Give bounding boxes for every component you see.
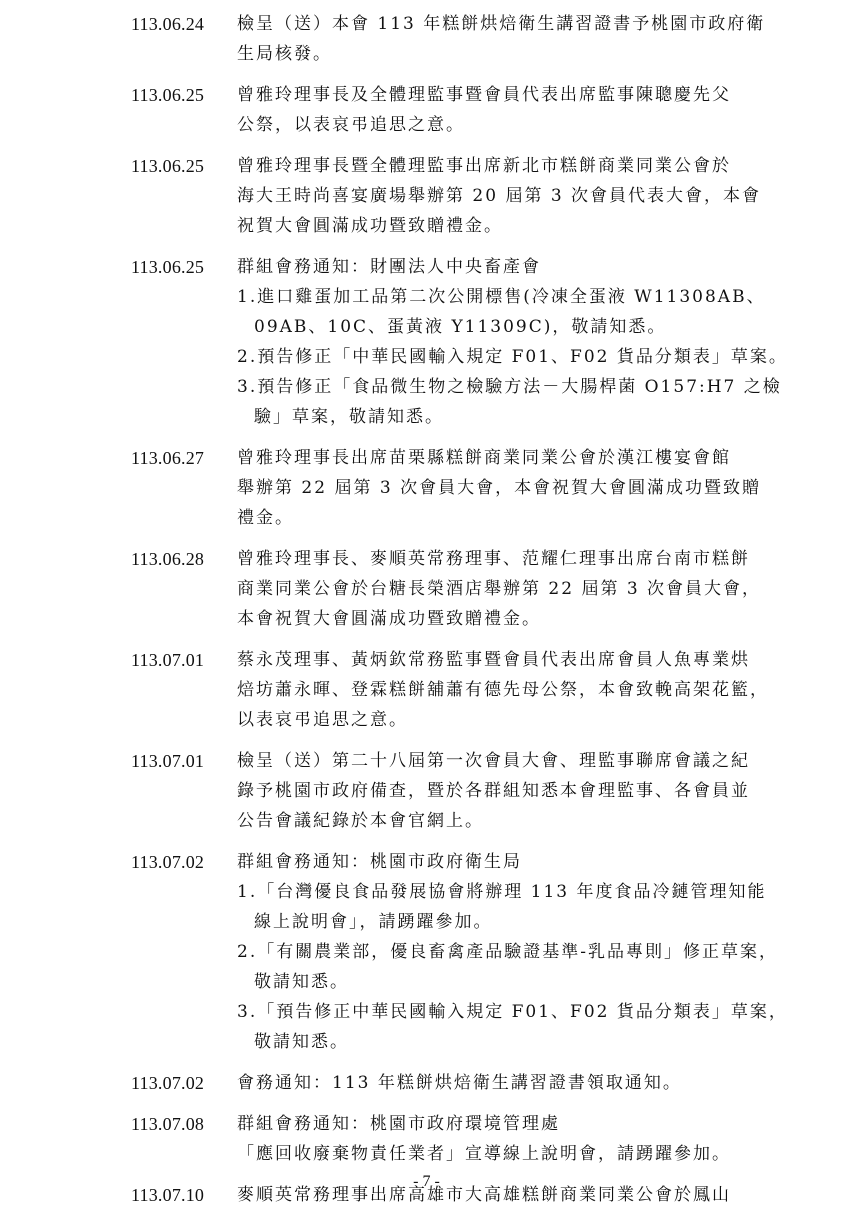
numbered-item-line: 驗」草案，敬請知悉。 [254,407,444,427]
entry-date: 113.06.25 [131,156,205,176]
entry-text-line: 會務通知：113 年糕餅烘焙衛生講習證書領取通知。 [237,1073,682,1093]
entry-text-line: 本會祝賀大會圓滿成功暨致贈禮金。 [237,609,541,629]
log-entry [131,443,821,533]
entry-text-line: 曾雅玲理事長出席苗栗縣糕餅商業同業公會於漢江樓宴會館 [237,448,731,468]
numbered-item-line: 2.「有關農業部，優良畜禽產品驗證基準-乳品專則」修正草案， [237,942,778,962]
numbered-item-line: 1.進口雞蛋加工品第二次公開標售(冷凍全蛋液 W11308AB、 [237,287,766,307]
entry-content [237,847,821,1057]
log-entry [131,151,821,241]
numbered-item [237,877,821,937]
numbered-item-line: 敬請知悉。 [254,972,349,992]
entry-date: 113.07.10 [131,1185,205,1205]
entry-text-line: 以表哀弔追思之意。 [237,710,408,730]
page-number: - 7 - [413,1173,440,1190]
entry-text-line: 蔡永茂理事、黃炳欽常務監事暨會員代表出席會員人魚專業烘 [237,650,750,670]
entry-text-line: 檢呈（送）本會 113 年糕餅烘焙衛生講習證書予桃園市政府衛 [237,14,766,34]
entry-text-line: 群組會務通知：財團法人中央畜產會 [237,257,541,277]
entry-content [237,80,821,140]
entry-date: 113.07.02 [131,852,205,872]
entry-text-line: 麥順英常務理事出席高雄市大高雄糕餅商業同業公會於鳳山 [237,1185,731,1205]
entry-date: 113.07.01 [131,751,205,771]
numbered-item-line: 2.預告修正「中華民國輸入規定 F01、F02 貨品分類表」草案。 [237,347,788,367]
numbered-item [237,372,821,432]
entry-content [237,746,821,836]
entry-text-line: 焙坊蕭永暉、登霖糕餅舖蕭有德先母公祭，本會致輓高架花籃， [237,680,769,700]
entry-date: 113.06.24 [131,14,205,34]
log-entry [131,847,821,1057]
entry-content [237,9,821,69]
log-entry [131,252,821,432]
log-entry [131,544,821,634]
entry-text-line: 群組會務通知：桃園市政府環境管理處 [237,1114,560,1134]
entry-date: 113.07.01 [131,650,205,670]
entry-text-line: 檢呈（送）第二十八屆第一次會員大會、理監事聯席會議之紀 [237,751,750,771]
numbered-item-line: 3.預告修正「食品微生物之檢驗方法－大腸桿菌 O157:H7 之檢 [237,377,782,397]
entry-content [237,544,821,634]
log-entry [131,1109,821,1169]
entry-text-line: 祝賀大會圓滿成功暨致贈禮金。 [237,216,503,236]
entry-date: 113.06.25 [131,85,205,105]
entry-text-line: 曾雅玲理事長暨全體理監事出席新北市糕餅商業同業公會於 [237,156,731,176]
chronicle-entries [131,9,821,1221]
entry-text-line: 公告會議紀錄於本會官網上。 [237,811,484,831]
entry-text-line: 曾雅玲理事長及全體理監事暨會員代表出席監事陳聰慶先父 [237,85,731,105]
entry-content [237,252,821,432]
numbered-item [237,342,821,372]
entry-text-line: 公祭，以表哀弔追思之意。 [237,115,465,135]
entry-content [237,1109,821,1169]
entry-subheading: 「應回收廢棄物責任業者」宣導線上說明會，請踴躍參加。 [237,1144,731,1164]
numbered-item [237,997,821,1057]
numbered-item [237,282,821,342]
log-entry [131,746,821,836]
entry-date: 113.06.28 [131,549,205,569]
entry-content [237,151,821,241]
numbered-item-line: 線上說明會」，請踴躍參加。 [254,912,493,932]
log-entry [131,645,821,735]
entry-text-line: 商業同業公會於台糖長榮酒店舉辦第 22 屆第 3 次會員大會， [237,579,762,599]
entry-date: 113.06.27 [131,448,205,468]
entry-text-line: 舉辦第 22 屆第 3 次會員大會，本會祝賀大會圓滿成功暨致贈 [237,478,762,498]
numbered-item-line: 敬請知悉。 [254,1032,349,1052]
numbered-item-line: 09AB、10C、蛋黃液 Y11309C)，敬請知悉。 [254,317,667,337]
entry-text-line: 曾雅玲理事長、麥順英常務理事、范耀仁理事出席台南市糕餅 [237,549,750,569]
entry-text-line: 群組會務通知：桃園市政府衛生局 [237,852,522,872]
entry-date: 113.06.25 [131,257,205,277]
entry-content [237,1068,821,1098]
log-entry [131,9,821,69]
log-entry [131,80,821,140]
numbered-item-line: 1.「台灣優良食品發展協會將辦理 113 年度食品冷鏈管理知能 [237,882,767,902]
entry-date: 113.07.08 [131,1114,205,1134]
entry-content [237,645,821,735]
entry-text-line: 海大王時尚喜宴廣場舉辦第 20 屆第 3 次會員代表大會，本會 [237,186,762,206]
entry-date: 113.07.02 [131,1073,205,1093]
numbered-item [237,937,821,997]
entry-text-line: 生局核發。 [237,44,332,64]
entry-text-line: 禮金。 [237,508,294,528]
numbered-item-line: 3.「預告修正中華民國輸入規定 F01、F02 貨品分類表」草案， [237,1002,788,1022]
entry-content [237,443,821,533]
log-entry [131,1068,821,1098]
entry-text-line: 錄予桃園市政府備查，暨於各群組知悉本會理監事、各會員並 [237,781,750,801]
